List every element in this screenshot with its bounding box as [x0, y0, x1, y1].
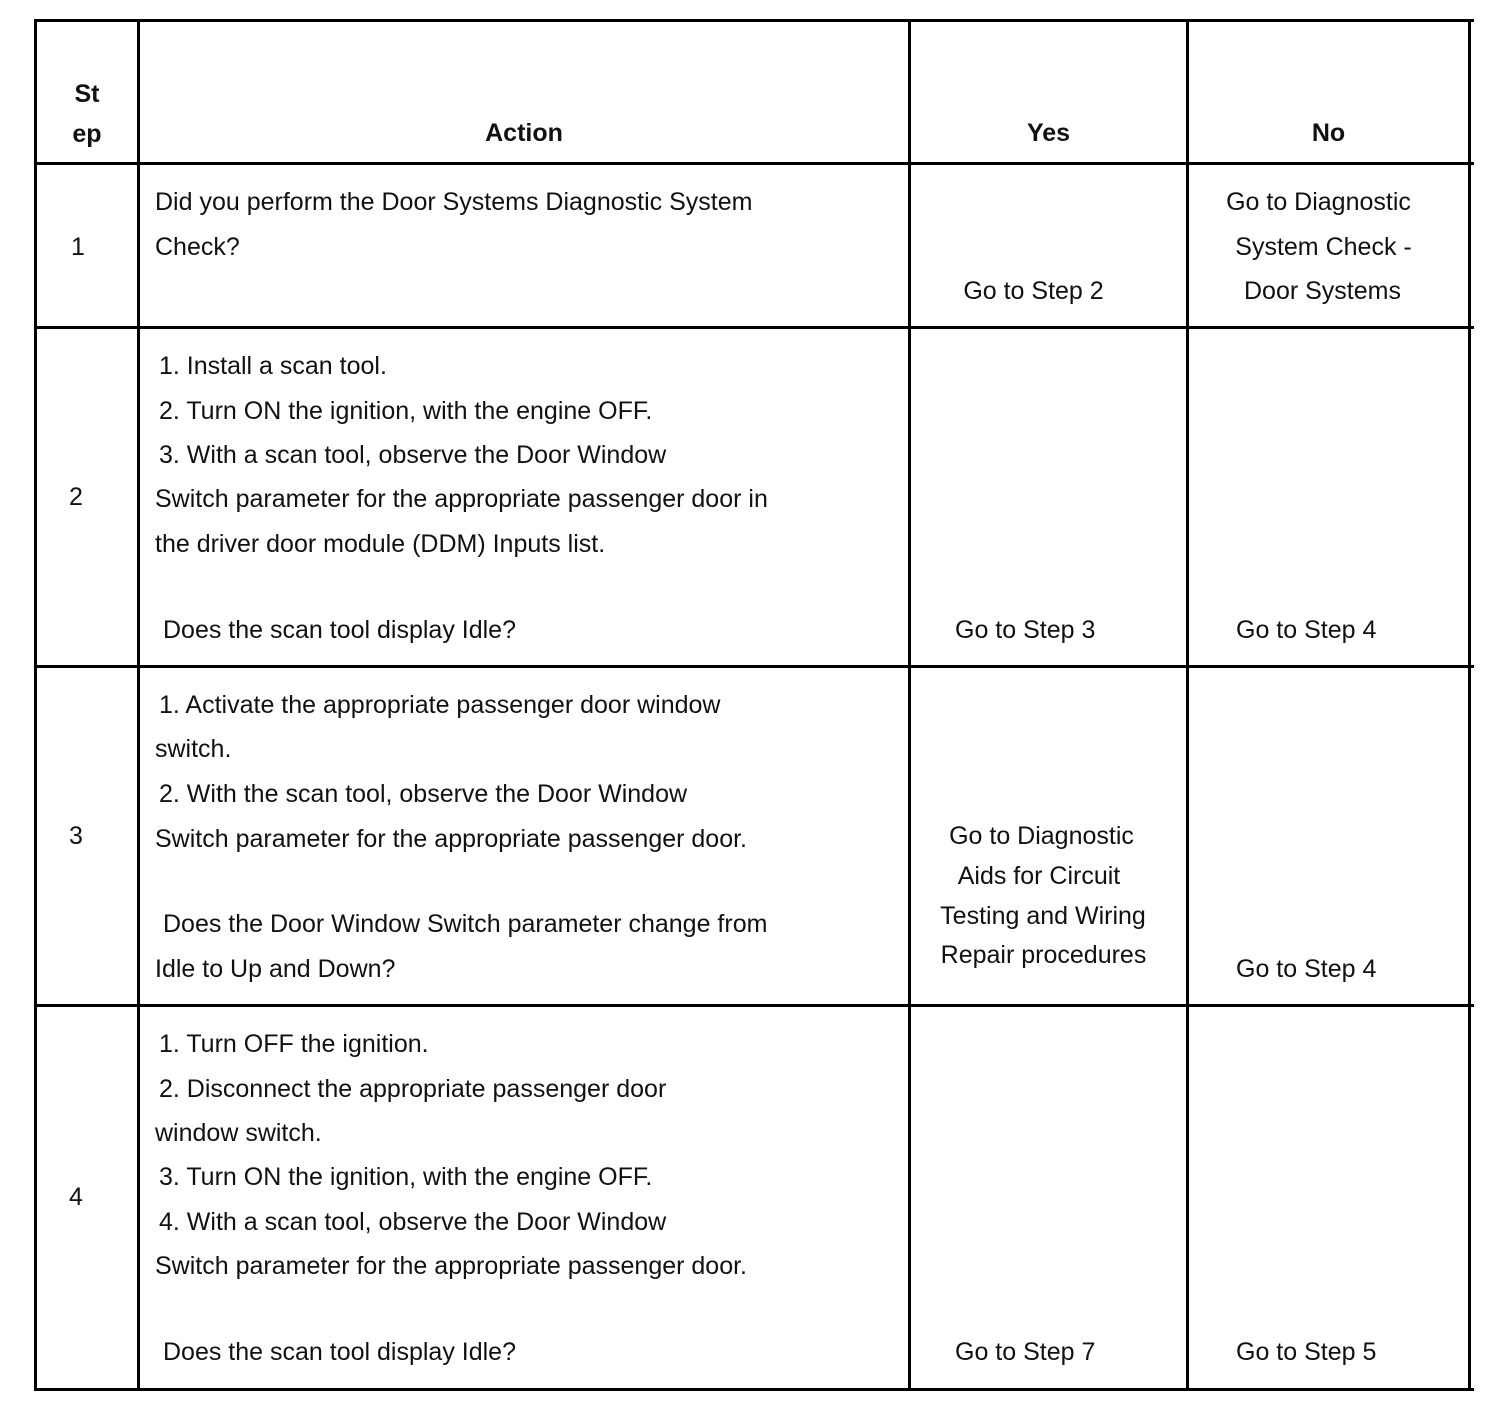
header-step-line-2: ep: [72, 120, 102, 148]
table-border-right: [1468, 19, 1471, 1391]
action-line: Switch parameter for the appropriate passenger door.: [155, 1252, 748, 1280]
yes-result: Go to Step 3: [955, 616, 1096, 644]
yes-result-line: Aids for Circuit: [957, 862, 1121, 890]
action-line: 2. With the scan tool, observe the Door Window: [159, 780, 688, 808]
header-yes: Yes: [1026, 119, 1071, 147]
yes-result-line: Testing and Wiring: [940, 902, 1146, 930]
row-divider-2: [34, 665, 1474, 668]
header-step: [37, 82, 137, 147]
step-number: 4: [69, 1183, 83, 1211]
no-result: Go to Step 4: [1236, 616, 1377, 644]
action-line: 2. Turn ON the ignition, with the engine OFF.: [159, 397, 653, 425]
step-number: 1: [71, 233, 85, 261]
no-result-line: System Check -: [1235, 233, 1412, 261]
yes-result: Go to Step 7: [955, 1338, 1096, 1366]
yes-result-line: Repair procedures: [940, 941, 1147, 969]
table-border-left: [34, 19, 37, 1391]
no-result-line: Door Systems: [1244, 277, 1401, 305]
row-divider-header: [34, 162, 1474, 165]
step-number: 2: [69, 483, 83, 511]
action-question: Does the scan tool display Idle?: [163, 616, 516, 644]
action-line: Did you perform the Door Systems Diagnostic System: [155, 188, 753, 216]
header-no: No: [1311, 119, 1346, 147]
no-result-line: Go to Diagnostic: [1226, 188, 1411, 216]
action-line: switch.: [155, 735, 232, 763]
action-question: Does the Door Window Switch parameter change from: [163, 910, 768, 938]
no-result: Go to Step 4: [1236, 955, 1377, 983]
action-line: 1. Turn OFF the ignition.: [159, 1030, 429, 1058]
action-question: Does the scan tool display Idle?: [163, 1338, 516, 1366]
action-line: window switch.: [155, 1119, 322, 1147]
action-line: 1. Activate the appropriate passenger door window: [159, 691, 721, 719]
action-line: Switch parameter for the appropriate passenger door.: [155, 825, 748, 853]
table-border-bottom: [34, 1388, 1474, 1391]
action-line: 2. Disconnect the appropriate passenger door: [159, 1075, 667, 1103]
table-border-top: [34, 19, 1474, 22]
yes-result: Go to Step 2: [963, 277, 1104, 305]
action-line: the driver door module (DDM) Inputs list.: [155, 530, 606, 558]
yes-result-line: Go to Diagnostic: [949, 822, 1134, 850]
diagnostic-table: [34, 19, 1474, 1391]
action-line: 3. Turn ON the ignition, with the engine OFF.: [159, 1163, 653, 1191]
header-action: Action: [485, 119, 563, 147]
no-result: Go to Step 5: [1236, 1338, 1377, 1366]
step-number: 3: [69, 822, 83, 850]
action-question: Idle to Up and Down?: [155, 955, 396, 983]
column-divider-action-yes: [908, 19, 911, 1391]
action-line: 4. With a scan tool, observe the Door Window: [159, 1208, 667, 1236]
action-line: 1. Install a scan tool.: [159, 352, 387, 380]
action-line: Check?: [155, 233, 240, 261]
header-step-line-1: St: [74, 80, 100, 108]
row-divider-3: [34, 1004, 1474, 1007]
column-divider-yes-no: [1186, 19, 1189, 1391]
column-divider-step-action: [137, 19, 140, 1391]
action-line: Switch parameter for the appropriate passenger door in: [155, 485, 768, 513]
row-divider-1: [34, 326, 1474, 329]
action-line: 3. With a scan tool, observe the Door Window: [159, 441, 667, 469]
